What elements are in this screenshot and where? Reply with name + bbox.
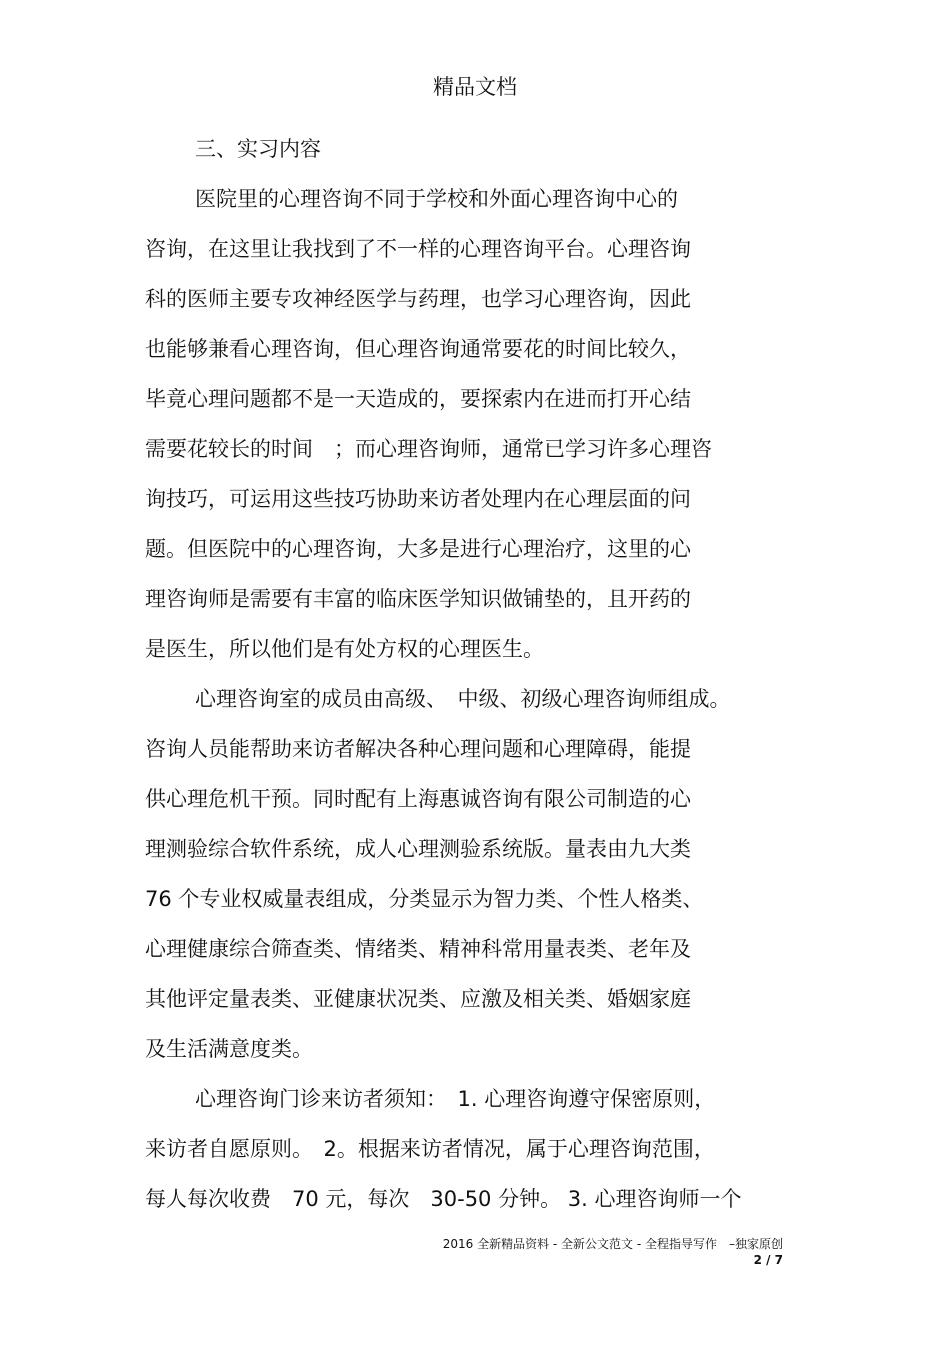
paragraph-line: 心理咨询门诊来访者须知： 1. 心理咨询遵守保密原则， (195, 1087, 716, 1111)
paragraph-line: 咨询人员能帮助来访者解决各种心理问题和心理障碍，能提 (145, 737, 691, 761)
paragraph-line: 心理咨询室的成员由高级、 中级、初级心理咨询师组成。 (195, 687, 731, 711)
page-number: 2 / 7 (753, 1253, 783, 1267)
footer-note: 2016 全新精品资料 - 全新公文范文 - 全程指导写作 –独家原创 (442, 1237, 783, 1251)
paragraph-line: 医院里的心理咨询不同于学校和外面心理咨询中心的 (195, 187, 678, 211)
page-header-title: 精品文档 (433, 75, 517, 99)
paragraph-line: 询技巧，可运用这些技巧协助来访者处理内在心理层面的问 (145, 487, 691, 511)
paragraph-line: 每人每次收费 70 元，每次 30-50 分钟。 3. 心理咨询师一个 (145, 1187, 742, 1211)
paragraph-line: 需要花较长的时间 ；而心理咨询师，通常已学习许多心理咨 (145, 437, 712, 461)
paragraph-line: 科的医师主要专攻神经医学与药理，也学习心理咨询，因此 (145, 287, 691, 311)
document-body (145, 124, 805, 1224)
paragraph-line: 其他评定量表类、亚健康状况类、应激及相关类、婚姻家庭 (145, 987, 691, 1011)
paragraph-line: 是医生，所以他们是有处方权的心理医生。 (145, 637, 544, 661)
paragraph-line: 供心理危机干预。同时配有上海惠诚咨询有限公司制造的心 (145, 787, 691, 811)
paragraph-line: 76 个专业权威量表组成，分类显示为智力类、个性人格类、 (145, 887, 704, 911)
paragraph-line: 咨询，在这里让我找到了不一样的心理咨询平台。心理咨询 (145, 237, 691, 261)
section-heading: 三、实习内容 (195, 137, 321, 161)
paragraph-line: 题。但医院中的心理咨询，大多是进行心理治疗，这里的心 (145, 537, 691, 561)
paragraph-line: 及生活满意度类。 (145, 1037, 313, 1061)
paragraph-line: 理咨询师是需要有丰富的临床医学知识做铺垫的，且开药的 (145, 587, 691, 611)
paragraph-line: 也能够兼看心理咨询，但心理咨询通常要花的时间比较久， (145, 337, 691, 361)
paragraph-line: 毕竟心理问题都不是一天造成的，要探索内在进而打开心结 (145, 387, 691, 411)
paragraph-line: 来访者自愿原则。 2。根据来访者情况，属于心理咨询范围， (145, 1137, 715, 1161)
paragraph-line: 理测验综合软件系统，成人心理测验系统版。量表由九大类 (145, 837, 691, 861)
paragraph-line: 心理健康综合筛查类、情绪类、精神科常用量表类、老年及 (145, 937, 691, 961)
